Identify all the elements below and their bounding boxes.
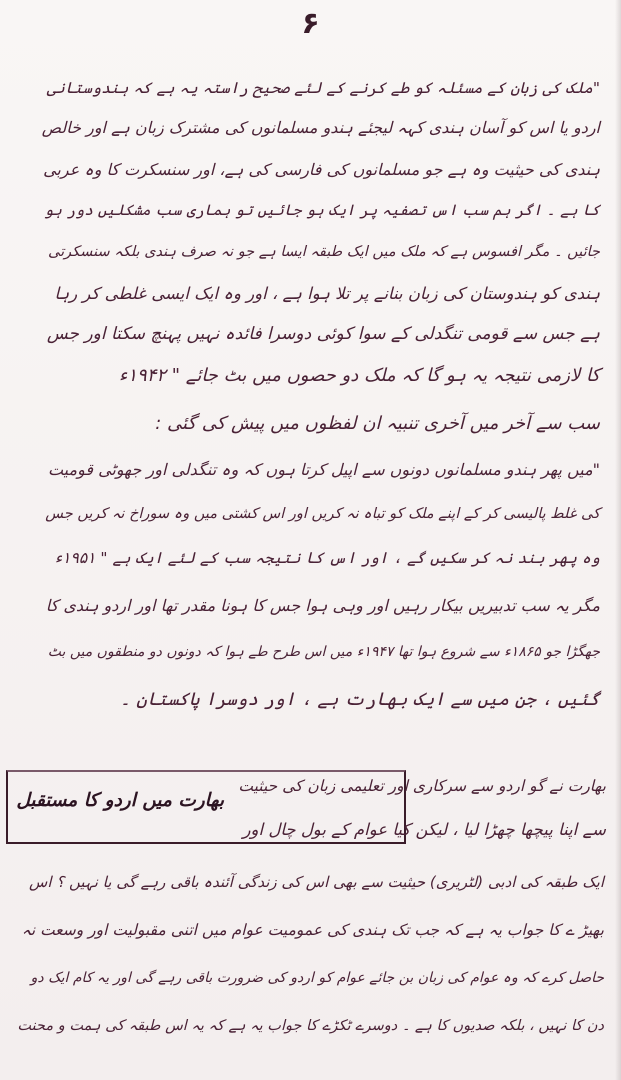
- text-line: سب سے آخر میں آخری تنبیہ ان لفظوں میں پیش کی گئی :: [155, 413, 600, 434]
- section-heading: بھارت میں اردو کا مستقبل: [16, 790, 224, 811]
- text-line: کا ہے ۔ اگر ہم سب اس تصفیہ پر ایک ہو جائیں تو ہماری سب مشکلیں دور ہو: [44, 201, 600, 219]
- text-line: کی غلط پالیسی کر کے اپنے ملک کو تباہ نہ کریں اور اس کشتی میں وہ سوراخ نہ کریں جس: [45, 506, 600, 522]
- text-line: "میں پھر ہندو مسلمانوں دونوں سے اپیل کرتا ہوں کہ وہ تنگدلی اور جھوٹی قومیت: [47, 460, 600, 479]
- text-line: حاصل کرے کہ وہ عوام کی زبان بن جائے عوام کو اردو کی ضرورت باقی رہے گی اور یہ کام ایک دو: [30, 970, 604, 986]
- text-line: جھگڑا جو ۱۸۶۵ء سے شروع ہوا تھا ۱۹۴۷ء میں اس طرح طے ہوا کہ دونوں دو منطقوں میں بٹ: [47, 644, 600, 660]
- text-line: دن کا نہیں ، بلکہ صدیوں کا ہے ۔ دوسرے ٹکڑے کا جواب یہ ہے کہ یہ اس طبقہ کی ہمت و محنت: [17, 1018, 604, 1034]
- text-line: ہے جس سے قومی تنگدلی کے سوا کوئی دوسرا فائدہ نہیں پہنچ سکتا اور جس: [46, 324, 600, 344]
- text-line: وہ پھر بند نہ کر سکیں گے ، اور اس کا نتیجہ سب کے لئے ایک ہے " ۱۹۵۱ء: [54, 549, 600, 567]
- text-line: ہندی کو ہندوستان کی زبان بنانے پر تلا ہوا ہے ، اور وہ ایک ایسی غلطی کر رہا: [54, 284, 600, 303]
- text-line: جائیں ۔ مگر افسوس ہے کہ ملک میں ایک طبقہ ایسا ہے جو نہ صرف ہندی بلکہ سنسکرتی: [48, 244, 600, 260]
- text-line: مگر یہ سب تدبیریں بیکار رہیں اور وہی ہوا جس کا ہونا مقدر تھا اور اردو ہندی کا: [45, 596, 600, 615]
- text-line: ایک طبقہ کی ادبی (لٹریری) حیثیت سے بھی اس کی زندگی آئندہ باقی رہے گی یا نہیں ؟ اس: [29, 873, 604, 891]
- text-line: بھیڑ ے کا جواب یہ ہے کہ جب تک ہندی کی عمومیت عوام میں اتنی مقبولیت اور وسعت نہ: [21, 921, 604, 939]
- page-number: ۶: [301, 6, 320, 41]
- text-line: اردو یا اس کو آسان ہندی کہہ لیجئے ہندو مسلمانوں کی مشترک زبان ہے اور خالص: [41, 118, 600, 137]
- page-edge-shadow: [615, 0, 621, 1080]
- text-line: بھارت نے گو اردو سے سرکاری اور تعلیمی زبان کی حیثیت: [238, 777, 606, 795]
- text-line: کا لازمی نتیجہ یہ ہو گا کہ ملک دو حصوں میں بٹ جائے " ۱۹۴۲ء: [118, 365, 600, 386]
- text-line: سے اپنا پیچھا چھڑا لیا ، لیکن کیا عوام کے بول چال اور: [242, 820, 606, 839]
- text-line: "ملک کی زبان کے مسئلہ کو طے کرنے کے لئے صحیح راستہ یہ ہے کہ ہندوستانی: [46, 79, 600, 97]
- text-line: ہندی کی حیثیت وہ ہے جو مسلمانوں کی فارسی کی ہے، اور سنسکرت کا وہ عربی: [43, 160, 600, 179]
- text-line: گئیں ، جن میں سے ایک بھارت ہے ، اور دوسرا پاکستان ۔: [120, 689, 600, 710]
